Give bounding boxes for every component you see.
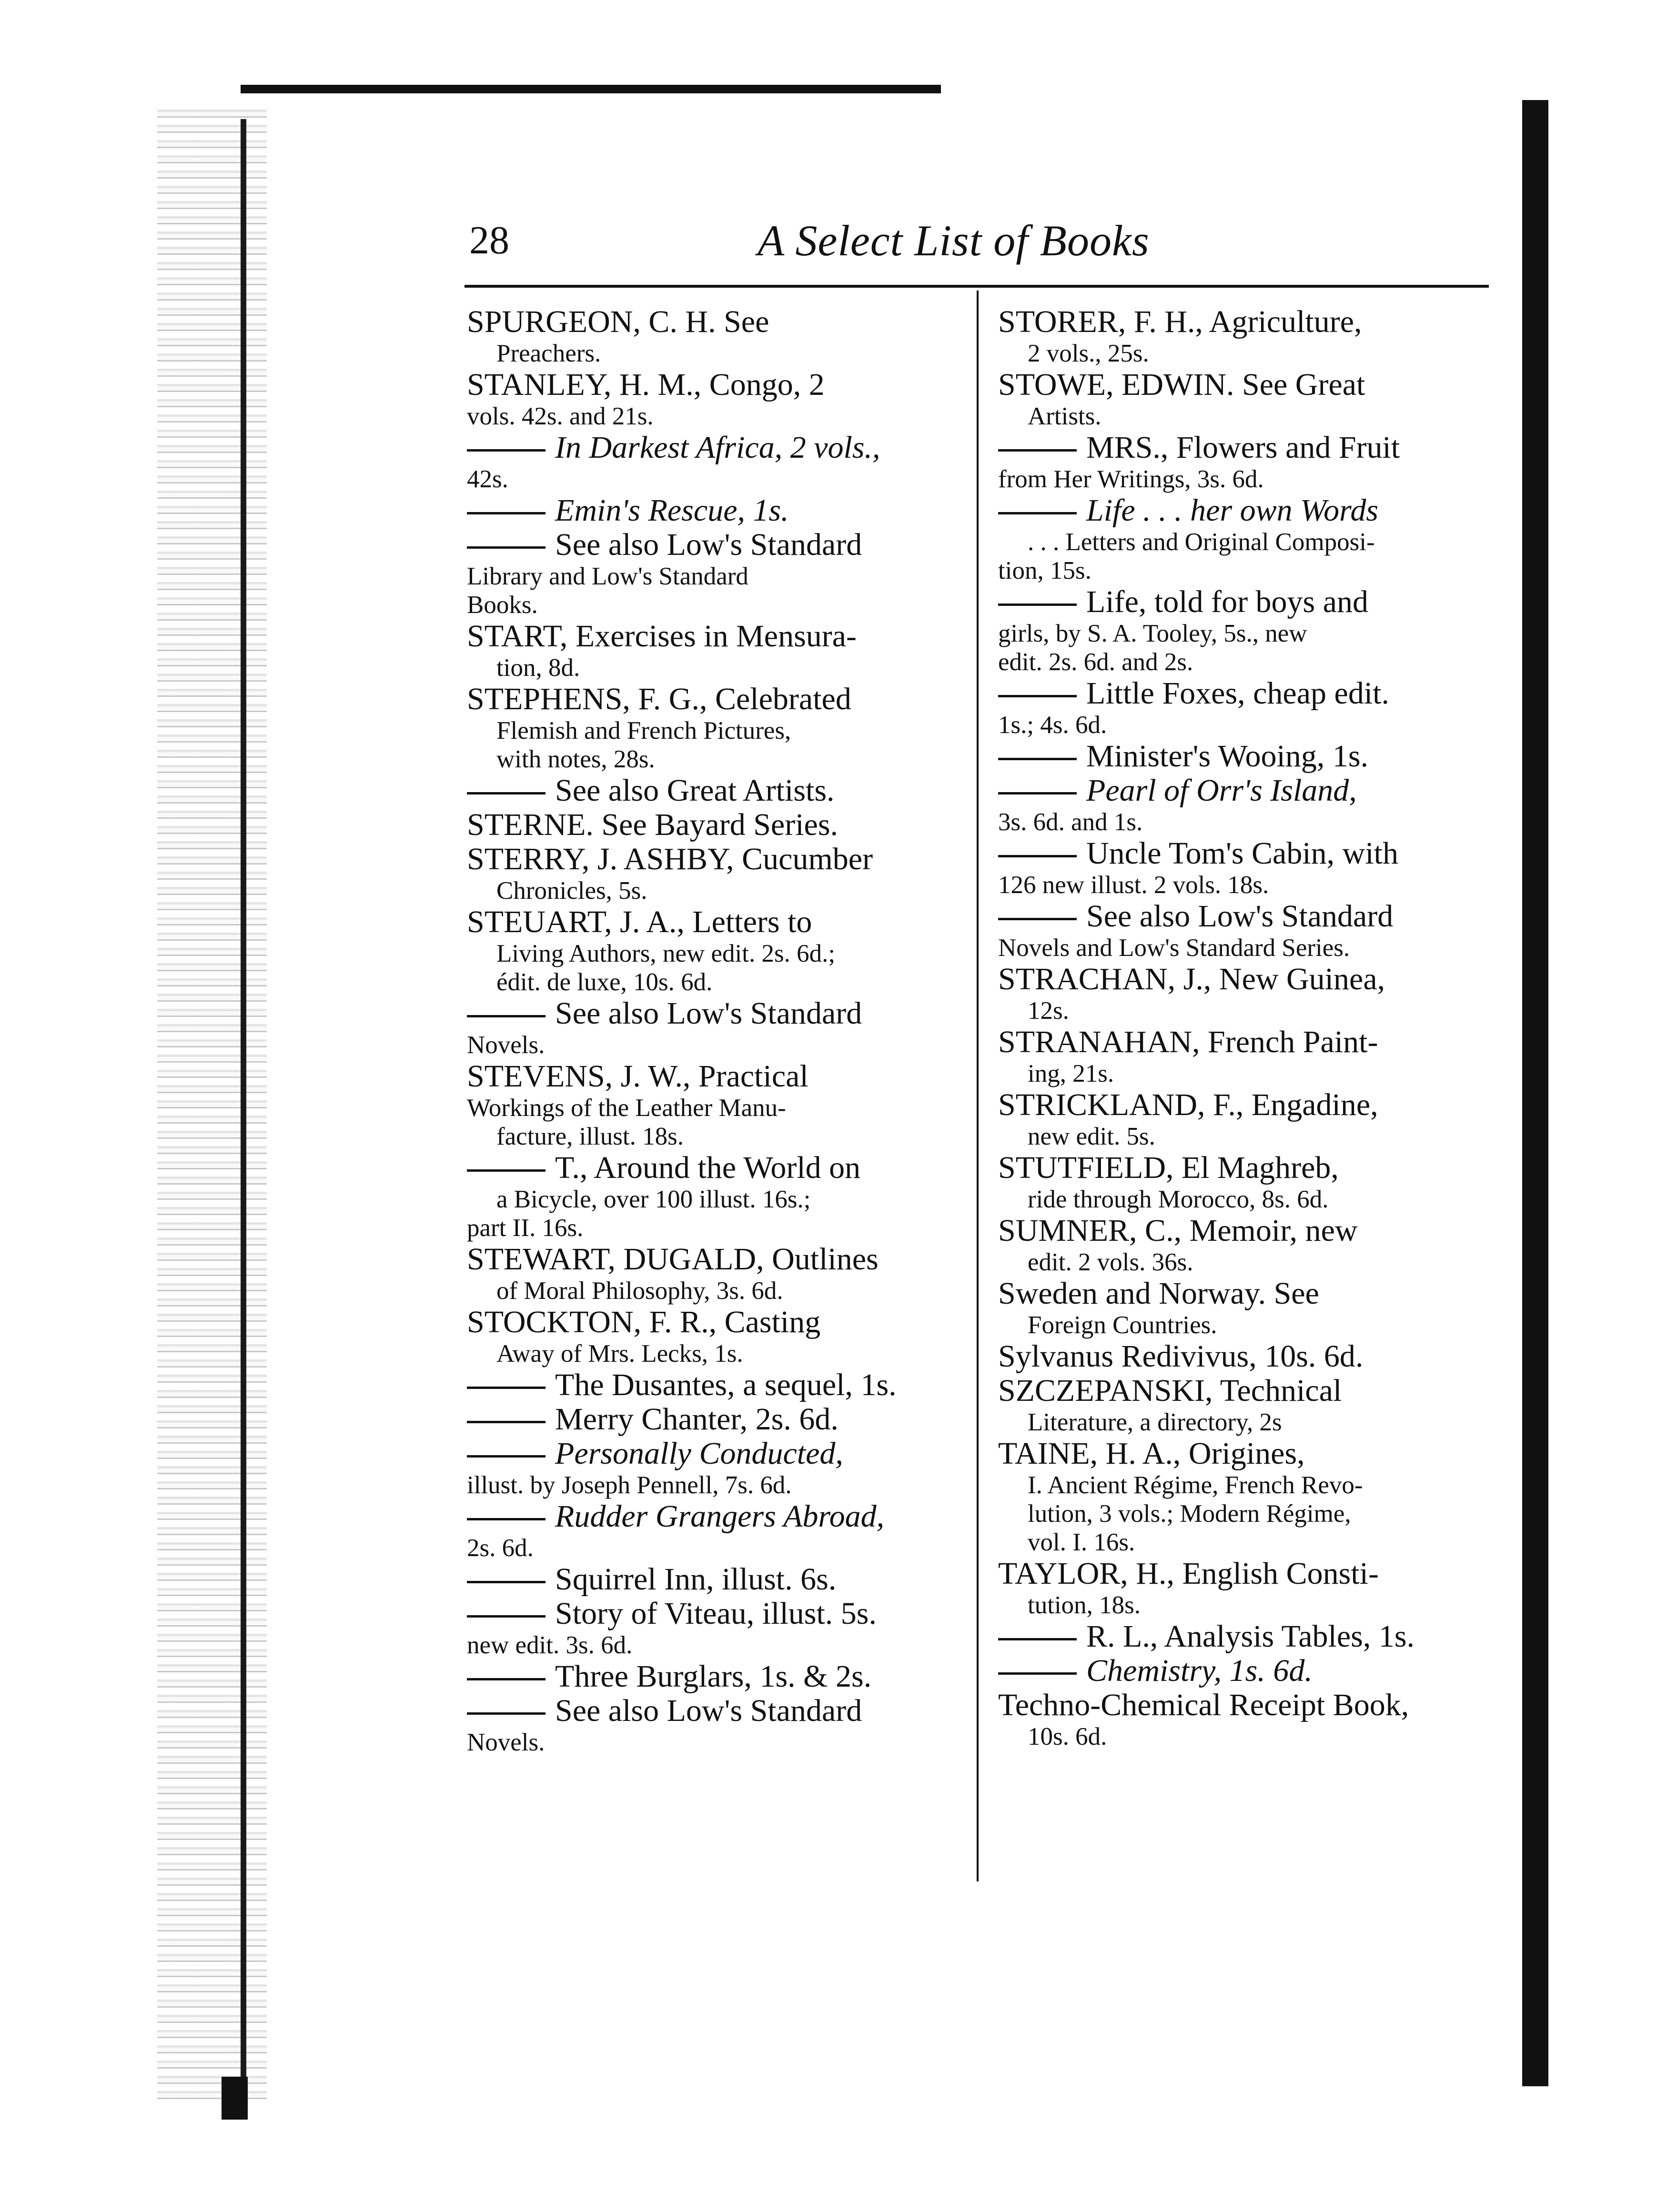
list-line-ditto: See also Low's Standard bbox=[467, 1694, 958, 1728]
list-line-ditto: Uncle Tom's Cabin, with bbox=[998, 836, 1489, 871]
ditto-dash bbox=[998, 603, 1077, 606]
page-title: A Select List of Books bbox=[758, 216, 1150, 265]
list-line: edit. 2 vols. 36s. bbox=[1028, 1248, 1193, 1276]
list-line: Foreign Countries. bbox=[1028, 1311, 1217, 1339]
list-line: with notes, 28s. bbox=[496, 745, 655, 773]
list-line: from Her Writings, 3s. 6d. bbox=[998, 465, 1264, 493]
list-line: 10s. 6d. bbox=[1028, 1723, 1107, 1750]
ditto-dash bbox=[467, 1169, 546, 1172]
list-line: Books. bbox=[467, 591, 538, 619]
list-line: tion, 15s. bbox=[998, 557, 1091, 584]
page-number: 28 bbox=[469, 218, 509, 262]
ditto-dash bbox=[467, 1421, 546, 1423]
list-line: Library and Low's Standard bbox=[467, 563, 748, 590]
list-line: Workings of the Leather Manu- bbox=[467, 1094, 786, 1122]
list-line: START, Exercises in Mensura- bbox=[467, 619, 857, 654]
list-line-ditto: The Dusantes, a sequel, 1s. bbox=[467, 1368, 958, 1402]
list-line: of Moral Philosophy, 3s. 6d. bbox=[496, 1277, 783, 1305]
list-line: 2s. 6d. bbox=[467, 1534, 534, 1562]
list-line: STEPHENS, F. G., Celebrated bbox=[467, 682, 851, 716]
list-line: STORER, F. H., Agriculture, bbox=[998, 305, 1362, 339]
list-line: Literature, a directory, 2s bbox=[1028, 1408, 1282, 1436]
list-line: 1s.; 4s. 6d. bbox=[998, 711, 1107, 739]
list-line: SUMNER, C., Memoir, new bbox=[998, 1214, 1358, 1248]
list-line-ditto: Little Foxes, cheap edit. bbox=[998, 676, 1489, 711]
header-rule bbox=[465, 285, 1489, 288]
list-line-ditto: T., Around the World on bbox=[467, 1151, 958, 1185]
list-line: facture, illust. 18s. bbox=[496, 1123, 684, 1150]
ditto-dash bbox=[998, 918, 1077, 920]
left-margin-block bbox=[222, 2077, 248, 2120]
list-line: Sweden and Norway. See bbox=[998, 1277, 1319, 1311]
list-line: STOCKTON, F. R., Casting bbox=[467, 1305, 821, 1339]
list-line: Preachers. bbox=[496, 340, 601, 367]
list-line: édit. de luxe, 10s. 6d. bbox=[496, 968, 713, 996]
ditto-dash bbox=[998, 695, 1077, 697]
ditto-dash bbox=[467, 546, 546, 549]
list-line-ditto: Three Burglars, 1s. & 2s. bbox=[467, 1659, 958, 1694]
right-column bbox=[998, 305, 1489, 1751]
list-line: STEVENS, J. W., Practical bbox=[467, 1059, 808, 1094]
list-line-ditto: Personally Conducted, bbox=[467, 1437, 958, 1471]
list-line-ditto: Life, told for boys and bbox=[998, 585, 1489, 619]
list-line-ditto: Rudder Grangers Abroad, bbox=[467, 1499, 958, 1534]
list-line: Living Authors, new edit. 2s. 6d.; bbox=[496, 940, 836, 967]
list-line: SZCZEPANSKI, Technical bbox=[998, 1374, 1342, 1408]
list-line: Flemish and French Pictures, bbox=[496, 717, 791, 744]
left-margin-rule bbox=[241, 119, 246, 2101]
list-line: tion, 8d. bbox=[496, 654, 580, 682]
list-line-ditto: R. L., Analysis Tables, 1s. bbox=[998, 1619, 1489, 1654]
list-line: STRACHAN, J., New Guinea, bbox=[998, 962, 1385, 996]
list-line: STOWE, EDWIN. See Great bbox=[998, 368, 1365, 402]
list-line: TAYLOR, H., English Consti- bbox=[998, 1557, 1379, 1591]
list-line: girls, by S. A. Tooley, 5s., new bbox=[998, 620, 1307, 647]
list-line: Artists. bbox=[1028, 402, 1101, 430]
ditto-dash bbox=[998, 449, 1077, 452]
list-line: 126 new illust. 2 vols. 18s. bbox=[998, 871, 1269, 899]
list-line: . . . Letters and Original Composi- bbox=[1028, 528, 1375, 556]
list-line: edit. 2s. 6d. and 2s. bbox=[998, 648, 1193, 676]
list-line: 12s. bbox=[1028, 997, 1069, 1025]
ditto-dash bbox=[467, 1581, 546, 1583]
list-line: Sylvanus Redivivus, 10s. 6d. bbox=[998, 1339, 1364, 1374]
ditto-dash bbox=[998, 512, 1077, 514]
ditto-dash bbox=[467, 449, 546, 452]
ditto-dash bbox=[998, 758, 1077, 760]
list-line: STRICKLAND, F., Engadine, bbox=[998, 1088, 1378, 1122]
ditto-dash bbox=[467, 512, 546, 514]
ditto-dash bbox=[467, 1712, 546, 1715]
list-line: vols. 42s. and 21s. bbox=[467, 402, 654, 430]
list-line: I. Ancient Régime, French Revo- bbox=[1028, 1471, 1363, 1499]
list-line: 2 vols., 25s. bbox=[1028, 340, 1149, 367]
list-line: SPURGEON, C. H. See bbox=[467, 305, 769, 339]
list-line: part II. 16s. bbox=[467, 1214, 584, 1242]
list-line: STRANAHAN, French Paint- bbox=[998, 1025, 1378, 1059]
list-line: tution, 18s. bbox=[1028, 1591, 1141, 1619]
list-line: 3s. 6d. and 1s. bbox=[998, 808, 1143, 836]
list-line-ditto: Chemistry, 1s. 6d. bbox=[998, 1654, 1489, 1688]
list-line-ditto: See also Low's Standard bbox=[998, 899, 1489, 934]
ditto-dash bbox=[467, 1615, 546, 1618]
list-line-ditto: See also Low's Standard bbox=[467, 996, 958, 1031]
list-line: Novels. bbox=[467, 1031, 545, 1059]
list-line: illust. by Joseph Pennell, 7s. 6d. bbox=[467, 1471, 792, 1499]
list-line-ditto: MRS., Flowers and Fruit bbox=[998, 431, 1489, 465]
ditto-dash bbox=[467, 1387, 546, 1389]
list-line-ditto: See also Great Artists. bbox=[467, 774, 958, 808]
list-line: STERRY, J. ASHBY, Cucumber bbox=[467, 842, 873, 876]
list-line: Novels. bbox=[467, 1729, 545, 1756]
left-column bbox=[467, 305, 958, 1757]
list-line: TAINE, H. A., Origines, bbox=[998, 1437, 1305, 1471]
top-edge-bar bbox=[241, 85, 941, 93]
ditto-dash bbox=[467, 1455, 546, 1458]
list-line-ditto: Life . . . her own Words bbox=[998, 493, 1489, 528]
list-line: a Bicycle, over 100 illust. 16s.; bbox=[496, 1186, 811, 1213]
list-line-ditto: Merry Chanter, 2s. 6d. bbox=[467, 1402, 958, 1437]
list-line: ride through Morocco, 8s. 6d. bbox=[1028, 1186, 1329, 1213]
list-line: STEUART, J. A., Letters to bbox=[467, 905, 812, 939]
list-line: STANLEY, H. M., Congo, 2 bbox=[467, 368, 825, 402]
ditto-dash bbox=[467, 1015, 546, 1017]
ditto-dash bbox=[467, 1678, 546, 1680]
list-line-ditto: Story of Viteau, illust. 5s. bbox=[467, 1597, 958, 1631]
ditto-dash bbox=[998, 1638, 1077, 1640]
ditto-dash bbox=[998, 1672, 1077, 1675]
list-line-ditto: Squirrel Inn, illust. 6s. bbox=[467, 1562, 958, 1597]
list-line: new edit. 5s. bbox=[1028, 1123, 1155, 1150]
list-line: Away of Mrs. Lecks, 1s. bbox=[496, 1340, 743, 1367]
list-line: STUTFIELD, El Maghreb, bbox=[998, 1151, 1339, 1185]
list-line: lution, 3 vols.; Modern Régime, bbox=[1028, 1500, 1351, 1528]
list-line: new edit. 3s. 6d. bbox=[467, 1631, 633, 1659]
ditto-dash bbox=[467, 792, 546, 794]
ditto-dash bbox=[998, 792, 1077, 794]
list-line: vol. I. 16s. bbox=[1028, 1528, 1135, 1556]
list-line: 42s. bbox=[467, 465, 508, 493]
list-line-ditto: In Darkest Africa, 2 vols., bbox=[467, 431, 958, 465]
list-line: STEWART, DUGALD, Outlines bbox=[467, 1242, 879, 1277]
list-line-ditto: Emin's Rescue, 1s. bbox=[467, 493, 958, 528]
right-edge-bar bbox=[1522, 100, 1548, 2086]
list-line-ditto: See also Low's Standard bbox=[467, 528, 958, 562]
ditto-dash bbox=[467, 1518, 546, 1520]
scan-margin-noise bbox=[157, 110, 267, 2101]
list-line-ditto: Minister's Wooing, 1s. bbox=[998, 739, 1489, 774]
list-line: Chronicles, 5s. bbox=[496, 877, 647, 905]
ditto-dash bbox=[998, 855, 1077, 857]
list-line: STERNE. See Bayard Series. bbox=[467, 808, 839, 842]
list-line: Techno-Chemical Receipt Book, bbox=[998, 1688, 1409, 1722]
column-divider bbox=[977, 291, 979, 1881]
list-line: ing, 21s. bbox=[1028, 1060, 1114, 1087]
list-line-ditto: Pearl of Orr's Island, bbox=[998, 774, 1489, 808]
list-line: Novels and Low's Standard Series. bbox=[998, 934, 1350, 962]
